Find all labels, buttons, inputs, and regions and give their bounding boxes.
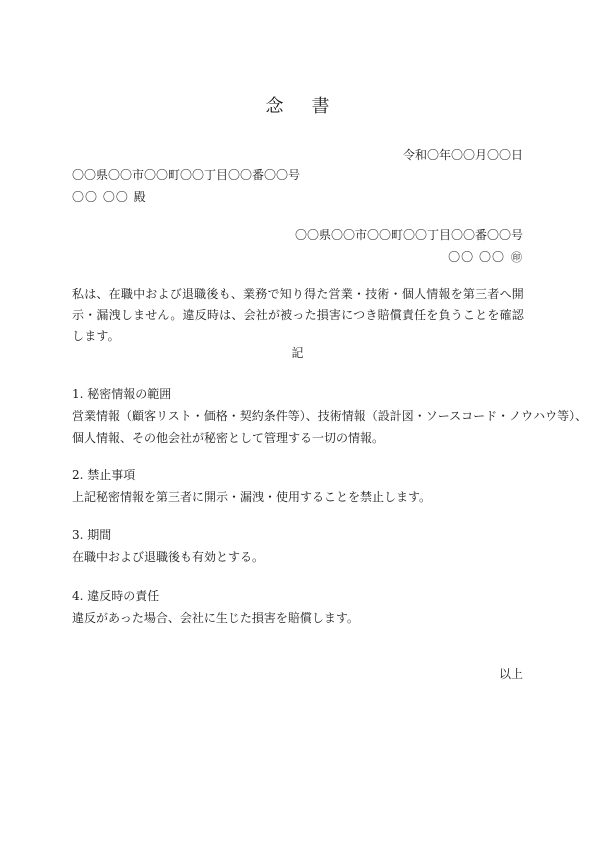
section-heading: 3. 期間 <box>72 528 112 542</box>
section-heading: 4. 違反時の責任 <box>72 589 160 603</box>
ki-heading: 記 <box>291 346 304 360</box>
sender-name: 〇〇 〇〇 <box>448 250 505 264</box>
closing-mark: 以上 <box>498 667 523 681</box>
section-heading: 2. 禁止事項 <box>72 468 136 482</box>
sender-address: 〇〇県〇〇市〇〇町〇〇丁目〇〇番〇〇号 <box>294 228 523 242</box>
section-liability <box>72 585 359 629</box>
section-prohibited-acts <box>72 464 431 508</box>
section-text: 違反があった場合、会社に生じた損害を賠償します。 <box>72 611 359 625</box>
section-text: 上記秘密情報を第三者に開示・漏洩・使用することを禁止します。 <box>72 490 432 504</box>
recipient-address: 〇〇県〇〇市〇〇町〇〇丁目〇〇番〇〇号 <box>72 168 301 182</box>
section-text: 営業情報（顧客リスト・価格・契約条件等）、技術情報（設計図・ソースコード・ノウハウ等）、 個人情報、その他会社が秘密として管理する一切の情報。 <box>72 409 588 445</box>
sender-name-line <box>448 248 523 265</box>
seal-mark: ㊞ <box>511 251 523 264</box>
section-period <box>72 524 264 568</box>
recipient-name: 〇〇 〇〇 殿 <box>72 190 147 204</box>
pledge-statement: 私は、在職中および退職後も、業務で知り得た営業・技術・個人情報を第三者へ開示・漏洩しません。違反時は、会社が被った損害につき賠償責任を負うことを確認します。 <box>72 287 524 343</box>
document-date: 令和〇年〇〇月〇〇日 <box>402 148 523 162</box>
document-title: 念書 <box>265 96 358 117</box>
section-heading: 1. 秘密情報の範囲 <box>72 387 172 401</box>
section-confidential-scope <box>72 383 587 449</box>
section-text: 在職中および退職後も有効とする。 <box>72 550 265 564</box>
